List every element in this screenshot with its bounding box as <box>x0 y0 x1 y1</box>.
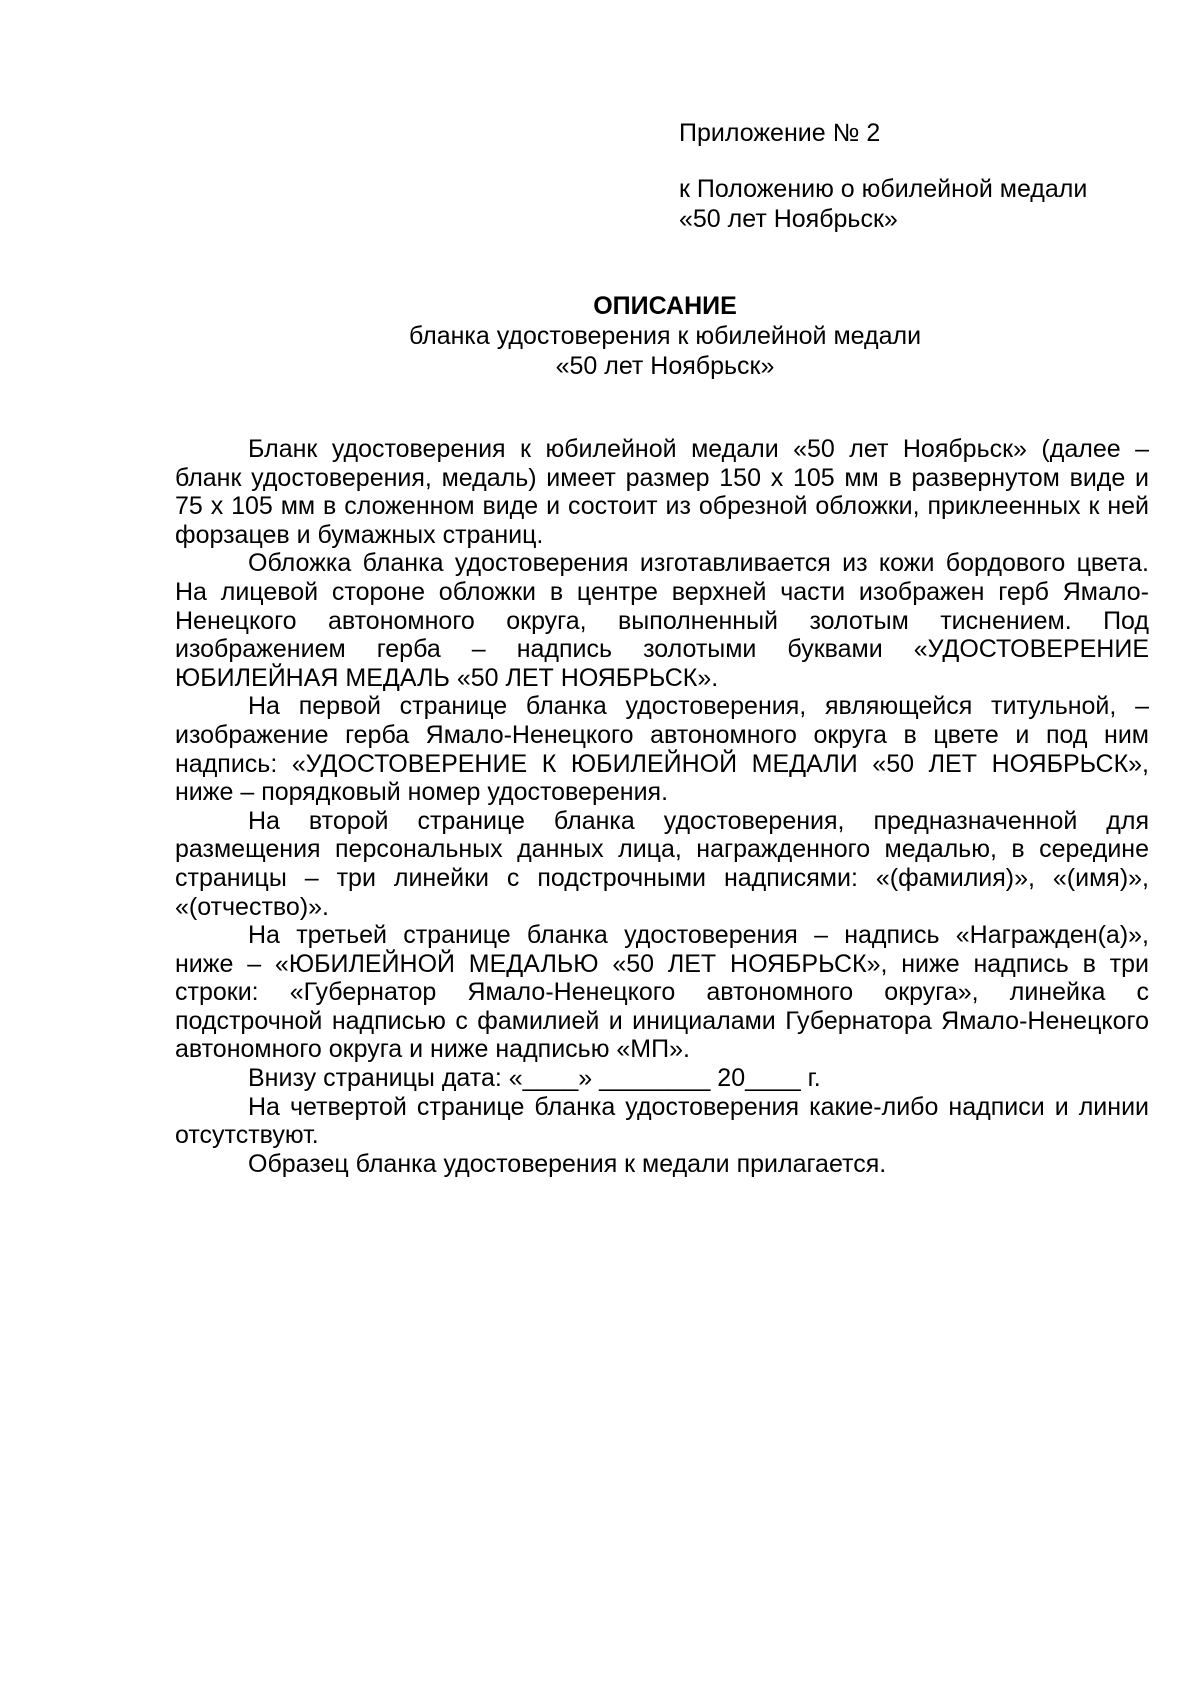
paragraph-first-page: На первой странице бланка удостоверения, являющейся титульной, – изображение герба Ямало-Ненецкого автономного округа в цвете и под ним надпись: «УДОСТОВЕРЕНИЕ К ЮБИЛЕЙНОЙ МЕДАЛИ «50 ЛЕТ НОЯБРЬСК», ниже – порядковый номер удостоверения. <box>175 692 1149 807</box>
paragraph-third-page: На третьей странице бланка удостоверения – надпись «Награжден(а)», ниже – «ЮБИЛЕЙНОЙ МЕДАЛЬЮ «50 ЛЕТ НОЯБРЬСК», ниже надпись в три строки: «Губернатор Ямало-Ненецкого автономного округа», линейка с подстрочной надписью с фамилией и инициалами Губернатора Ямало-Ненецкого автономного округа и ниже надписью «МП». <box>175 921 1149 1064</box>
paragraph-fourth-page: На четвертой странице бланка удостоверения какие-либо надписи и линии отсутствуют. <box>175 1092 1149 1150</box>
paragraph-second-page: На второй странице бланка удостоверения, предназначенной для размещения персональных данных лица, награжденного медалью, в середине страницы – три линейки с подстрочными надписями: «(фамилия)», «(имя)», «(отчество)». <box>175 806 1149 921</box>
paragraph-date: Внизу страницы дата: «____» ________ 20____ г. <box>248 1064 821 1093</box>
document-body <box>175 435 1149 1178</box>
appendix-number: Приложение № 2 <box>679 119 881 147</box>
paragraph-sample: Образец бланка удостоверения к медали прилагается. <box>248 1149 887 1178</box>
appendix-block <box>679 118 1159 234</box>
appendix-reference-line-1: к Положению о юбилейной медали <box>679 175 1088 203</box>
document-subtitle-line-1: бланка удостоверения к юбилейной медали <box>408 322 922 350</box>
paragraph-cover: Обложка бланка удостоверения изготавливается из кожи бордового цвета. На лицевой стороне обложки в центре верхней части изображен герб Ямало-Ненецкого автономного округа, выполненный золотым тиснением. Под изображением герба – надпись золотыми буквами «УДОСТОВЕРЕНИЕ ЮБИЛЕЙНАЯ МЕДАЛЬ «50 ЛЕТ НОЯБРЬСК». <box>175 549 1149 692</box>
document-heading: ОПИСАНИЕ <box>593 292 737 320</box>
appendix-reference-line-2: «50 лет Ноябрьск» <box>679 205 898 233</box>
paragraph-size: Бланк удостоверения к юбилейной медали «50 лет Ноябрьск» (далее – бланк удостоверения, медаль) имеет размер 150 х 105 мм в развернутом виде и 75 х 105 мм в сложенном виде и состоит из обрезной обложки, приклеенных к ней форзацев и бумажных страниц. <box>175 435 1149 549</box>
title-block <box>180 291 1150 381</box>
document-subtitle-line-2: «50 лет Ноябрьск» <box>555 352 775 380</box>
